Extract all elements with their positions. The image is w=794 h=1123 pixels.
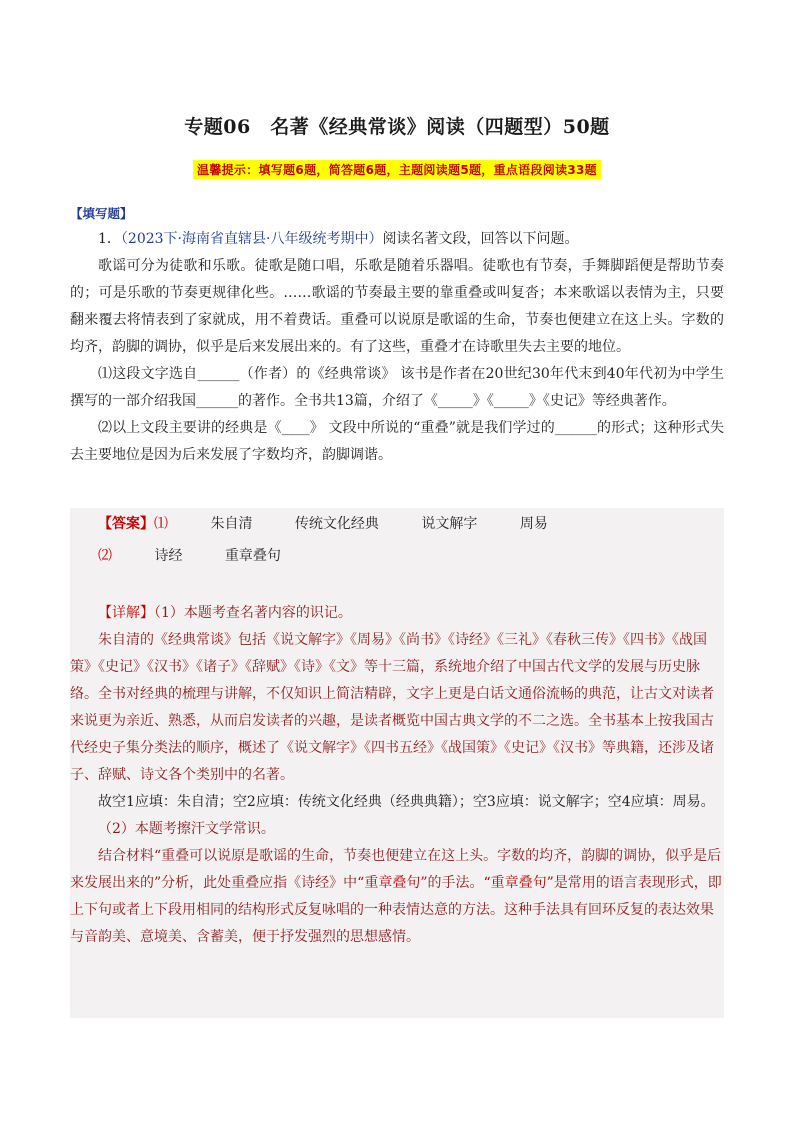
question-passage: 歌谣可分为徒歌和乐歌。徒歌是随口唱，乐歌是随着乐器唱。徒歌也有节奏，手舞脚蹈便是帮助节奏的；可是乐歌的节奏更规律化些。……歌谣的节奏最主要的靠重叠或叫复沓；本来歌谣以表情为主，只要翻来覆去将情表到了家就成，用不着费话。重叠可以说原是歌谣的生命，节奏也便建立在这上头。字数的均齐，韵脚的调协，似乎是后来发展出来的。有了这些，重叠才在诗歌里失去主要的地位。	[70, 258, 724, 355]
detail-p5-term2: “重章叠句”	[483, 875, 554, 891]
section-label-fill-in: 【填写题】	[70, 206, 133, 221]
question-prompt: 阅读名著文段，回答以下问题。	[382, 231, 579, 247]
detail-section	[70, 600, 724, 951]
detail-p4: （2）本题考擦汗文学常识。	[98, 821, 275, 837]
answer-value: 朱自清	[210, 516, 253, 532]
answer-value: 重章叠句	[224, 548, 281, 564]
answer-row-2	[70, 540, 724, 572]
sub-question-2: ⑵以上文段主要讲的经典是《____》 文段中所说的“重叠”就是我们学过的______的形式；这种形式失去主要地位是因为后来发展了字数均齐，韵脚调谐。	[70, 420, 724, 463]
detail-p3: 故空1应填：朱自清；空2应填：传统文化经典（经典典籍）；空3应填：说文解字；空4应填：周易。	[98, 794, 715, 810]
question-1	[70, 226, 724, 469]
question-source: （2023下·海南省直辖县·八年级统考期中）	[120, 231, 383, 247]
detail-p5-a: 结合材料“重叠可以说原是歌谣的生命，节奏也便建立在这上头。字数的均齐，韵脚的调协，似乎是后来发展出来的”分析，此处重叠应指《诗经》中	[70, 848, 722, 891]
answer-row-2-number: ⑵	[98, 548, 112, 564]
spacer	[70, 572, 724, 600]
answer-content	[70, 508, 724, 951]
answer-value: 传统文化经典	[294, 516, 379, 532]
detail-p5	[70, 843, 724, 951]
answer-value: 诗经	[154, 548, 183, 564]
answer-label: 【答案】	[98, 516, 154, 532]
answer-row-1-number: ⑴	[154, 516, 168, 532]
detail-p1: （1）本题考查名著内容的识记。	[154, 605, 352, 621]
detail-p5-b: 的手法。	[427, 875, 484, 891]
question-1-header	[70, 226, 724, 253]
answer-value: 周易	[519, 516, 548, 532]
detail-intro	[70, 600, 724, 627]
detail-p2: 朱自清的《经典常谈》包括《说文解字》《周易》《尚书》《诗经》《三礼》《春秋三传》《四书》《战国策》《史记》《汉书》《诸子》《辞赋》《诗》《文》等十三篇，系统地介绍了中国古代文学的发展与历史脉络。全书对经典的梳理与讲解，不仅知识上简洁精辟，文字上更是白话文通俗流畅的典范，让古文对读者来说更为亲近、熟悉，从而启发读者的兴趣，是读者概览中国古典文学的不二之选。全书基本上按我国古代经史子集分类法的顺序，概述了《说文解字》《四书五经》《战国策》《史记》《汉书》等典籍，还涉及诸子、辞赋、诗文各个类别中的名著。	[70, 632, 714, 783]
page-title: 专题06 名著《经典常谈》阅读（四题型）50题	[184, 116, 610, 138]
detail-p5-term1: “重章叠句”	[357, 875, 428, 891]
tip-banner: 温馨提示：填写题6题，简答题6题，主题阅读题5题，重点语段阅读33题	[193, 160, 601, 179]
tip-wrapper	[0, 159, 794, 179]
answer-box	[70, 508, 724, 1018]
sub-question-1: ⑴这段文字选自______（作者）的《经典常谈》 该书是作者在20世纪30年代末到40年代初为中学生撰写的一部介绍我国______的著作。全书共13篇，介绍了《_____》《_____》《史记》等经典著作。	[70, 366, 724, 409]
detail-label: 【详解】	[98, 605, 154, 621]
answer-value: 说文解字	[421, 516, 478, 532]
question-number: 1．	[98, 231, 121, 247]
answer-row-1	[70, 508, 724, 540]
detail-p5-c: 是常用的语言表现形式，即上下句或者上下段用相同的结构形式反复咏唱的一种表情达意的方法。这种手法具有回环反复的表达效果与音韵美、意境美、含蓄美，便于抒发强烈的思想感情。	[70, 875, 722, 945]
